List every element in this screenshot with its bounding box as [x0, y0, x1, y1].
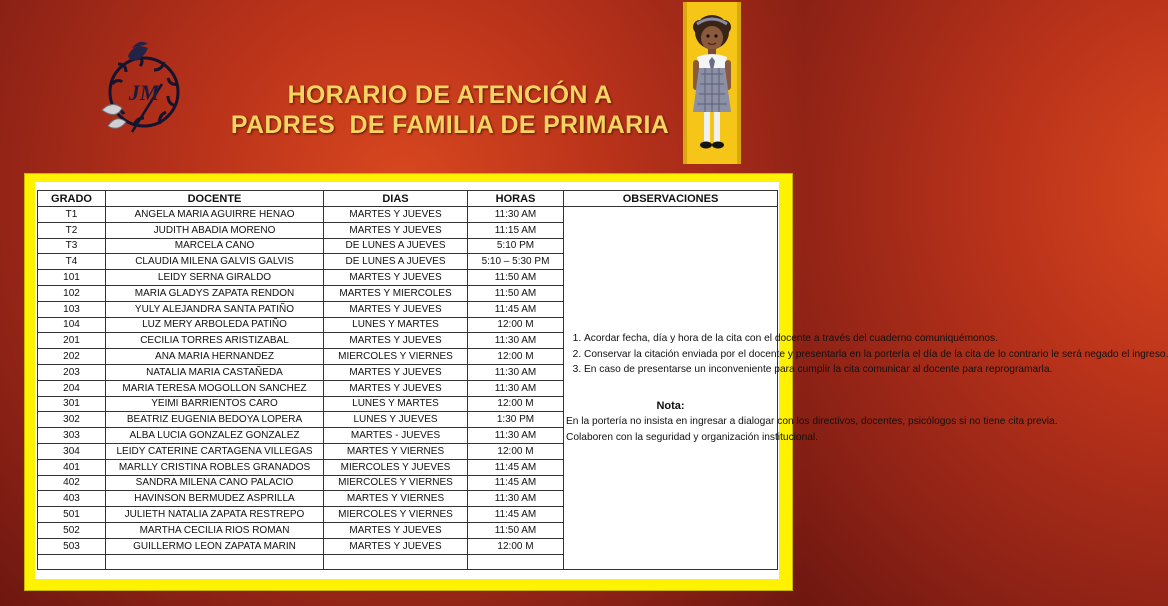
nota-text-2: Colaboren con la seguridad y organización institucional.	[566, 431, 819, 443]
horas-cell	[468, 554, 564, 570]
grado-cell: 204	[38, 380, 106, 396]
table-row	[38, 207, 778, 223]
grado-cell: T3	[38, 238, 106, 254]
horas-cell: 11:50 AM	[468, 270, 564, 286]
table-header-row	[38, 191, 778, 207]
dias-cell: MIERCOLES Y VIERNES	[324, 507, 468, 523]
header-horas: HORAS	[468, 191, 564, 207]
horas-cell: 12:00 M	[468, 443, 564, 459]
docente-cell: SANDRA MILENA CANO PALACIO	[106, 475, 324, 491]
observation-item: 3. En caso de presentarse un inconveniente para cumplir la cita comunicar al docente para reprogramarla.	[584, 362, 775, 377]
docente-cell: LEIDY SERNA GIRALDO	[106, 270, 324, 286]
grado-cell: 103	[38, 301, 106, 317]
dias-cell: MARTES Y JUEVES	[324, 270, 468, 286]
dias-cell: LUNES Y MARTES	[324, 317, 468, 333]
dias-cell: MARTES Y JUEVES	[324, 207, 468, 223]
dias-cell: MARTES Y VIERNES	[324, 491, 468, 507]
grado-cell: 203	[38, 364, 106, 380]
grado-cell: 202	[38, 349, 106, 365]
horas-cell: 11:45 AM	[468, 475, 564, 491]
docente-cell: YULY ALEJANDRA SANTA PATIÑO	[106, 301, 324, 317]
grado-cell: 501	[38, 507, 106, 523]
grado-cell: 102	[38, 285, 106, 301]
grado-cell: 301	[38, 396, 106, 412]
dias-cell: MARTES - JUEVES	[324, 428, 468, 444]
nota-label: Nota:	[656, 400, 685, 413]
horas-cell: 12:00 M	[468, 396, 564, 412]
horas-cell: 11:30 AM	[468, 207, 564, 223]
docente-cell: CECILIA TORRES ARISTIZABAL	[106, 333, 324, 349]
horas-cell: 12:00 M	[468, 349, 564, 365]
docente-cell: ANGELA MARIA AGUIRRE HENAO	[106, 207, 324, 223]
dias-cell: DE LUNES A JUEVES	[324, 254, 468, 270]
horas-cell: 12:00 M	[468, 317, 564, 333]
horas-cell: 5:10 – 5:30 PM	[468, 254, 564, 270]
nota-text-1: En la portería no insista en ingresar a dialogar con los directivos, docentes, psicólogos si no tiene cita previa.	[566, 416, 1058, 428]
grado-cell: 302	[38, 412, 106, 428]
header-observaciones: OBSERVACIONES	[564, 191, 778, 207]
docente-cell: ANA MARIA HERNANDEZ	[106, 349, 324, 365]
horas-cell: 11:45 AM	[468, 459, 564, 475]
dias-cell: MIERCOLES Y VIERNES	[324, 475, 468, 491]
dias-cell	[324, 554, 468, 570]
header-dias: DIAS	[324, 191, 468, 207]
grado-cell: 502	[38, 522, 106, 538]
docente-cell: YEIMI BARRIENTOS CARO	[106, 396, 324, 412]
horas-cell: 11:30 AM	[468, 364, 564, 380]
dias-cell: MARTES Y JUEVES	[324, 522, 468, 538]
horas-cell: 11:50 AM	[468, 285, 564, 301]
dias-cell: MARTES Y JUEVES	[324, 333, 468, 349]
horas-cell: 5:10 PM	[468, 238, 564, 254]
docente-cell: GUILLERMO LEON ZAPATA MARIN	[106, 538, 324, 554]
grado-cell: 401	[38, 459, 106, 475]
schedule-frame	[24, 173, 1168, 591]
horas-cell: 11:15 AM	[468, 222, 564, 238]
dias-cell: MARTES Y JUEVES	[324, 301, 468, 317]
horas-cell: 11:45 AM	[468, 301, 564, 317]
dias-cell: DE LUNES A JUEVES	[324, 238, 468, 254]
grado-cell: T1	[38, 207, 106, 223]
grado-cell: 201	[38, 333, 106, 349]
dias-cell: MARTES Y MIERCOLES	[324, 285, 468, 301]
logo-monogram: JM	[128, 80, 160, 105]
docente-cell: MARIA GLADYS ZAPATA RENDON	[106, 285, 324, 301]
grado-cell: T4	[38, 254, 106, 270]
horas-cell: 1:30 PM	[468, 412, 564, 428]
grado-cell: 104	[38, 317, 106, 333]
page-title	[180, 80, 720, 140]
dias-cell: MARTES Y VIERNES	[324, 443, 468, 459]
horas-cell: 12:00 M	[468, 538, 564, 554]
docente-cell: BEATRIZ EUGENIA BEDOYA LOPERA	[106, 412, 324, 428]
grado-cell	[38, 554, 106, 570]
observation-item: 1. Acordar fecha, día y hora de la cita con el docente a través del cuaderno comuniquémonos.	[584, 331, 775, 346]
docente-cell: HAVINSON BERMUDEZ ASPRILLA	[106, 491, 324, 507]
dias-cell: MARTES Y JUEVES	[324, 222, 468, 238]
horas-cell: 11:30 AM	[468, 380, 564, 396]
docente-cell: JULIETH NATALIA ZAPATA RESTREPO	[106, 507, 324, 523]
title-line-1: HORARIO DE ATENCIÓN A	[287, 81, 613, 109]
docente-cell	[106, 554, 324, 570]
horas-cell: 11:30 AM	[468, 491, 564, 507]
docente-cell: MARTHA CECILIA RIOS ROMAN	[106, 522, 324, 538]
dias-cell: MARTES Y JUEVES	[324, 380, 468, 396]
horas-cell: 11:45 AM	[468, 507, 564, 523]
docente-cell: MARLLY CRISTINA ROBLES GRANADOS	[106, 459, 324, 475]
docente-cell: LEIDY CATERINE CARTAGENA VILLEGAS	[106, 443, 324, 459]
title-line-2: PADRES DE FAMILIA DE PRIMARIA	[230, 111, 670, 139]
header-docente: DOCENTE	[106, 191, 324, 207]
schedule-table	[37, 190, 1168, 570]
grado-cell: 101	[38, 270, 106, 286]
grado-cell: 503	[38, 538, 106, 554]
grado-cell: T2	[38, 222, 106, 238]
docente-cell: CLAUDIA MILENA GALVIS GALVIS	[106, 254, 324, 270]
dias-cell: MIERCOLES Y VIERNES	[324, 349, 468, 365]
dias-cell: LUNES Y MARTES	[324, 396, 468, 412]
dias-cell: MARTES Y JUEVES	[324, 364, 468, 380]
grado-cell: 402	[38, 475, 106, 491]
dias-cell: MARTES Y JUEVES	[324, 538, 468, 554]
grado-cell: 303	[38, 428, 106, 444]
student-illustration	[683, 2, 741, 164]
horas-cell: 11:30 AM	[468, 428, 564, 444]
dias-cell: MIERCOLES Y JUEVES	[324, 459, 468, 475]
docente-cell: ALBA LUCIA GONZALEZ GONZALEZ	[106, 428, 324, 444]
docente-cell: MARIA TERESA MOGOLLON SANCHEZ	[106, 380, 324, 396]
docente-cell: LUZ MERY ARBOLEDA PATIÑO	[106, 317, 324, 333]
horas-cell: 11:30 AM	[468, 333, 564, 349]
observations-list	[566, 331, 1168, 377]
schedule-sheet	[35, 182, 1168, 579]
dias-cell: LUNES Y JUEVES	[324, 412, 468, 428]
docente-cell: NATALIA MARIA CASTAÑEDA	[106, 364, 324, 380]
horas-cell: 11:50 AM	[468, 522, 564, 538]
observation-item: 2. Conservar la citación enviada por el docente y presentarla en la portería el día de la cita de lo contrario le será negado el ingreso.	[584, 347, 775, 362]
grado-cell: 403	[38, 491, 106, 507]
grado-cell: 304	[38, 443, 106, 459]
header-grado: GRADO	[38, 191, 106, 207]
docente-cell: MARCELA CANO	[106, 238, 324, 254]
docente-cell: JUDITH ABADIA MORENO	[106, 222, 324, 238]
observations-cell	[564, 207, 1168, 570]
